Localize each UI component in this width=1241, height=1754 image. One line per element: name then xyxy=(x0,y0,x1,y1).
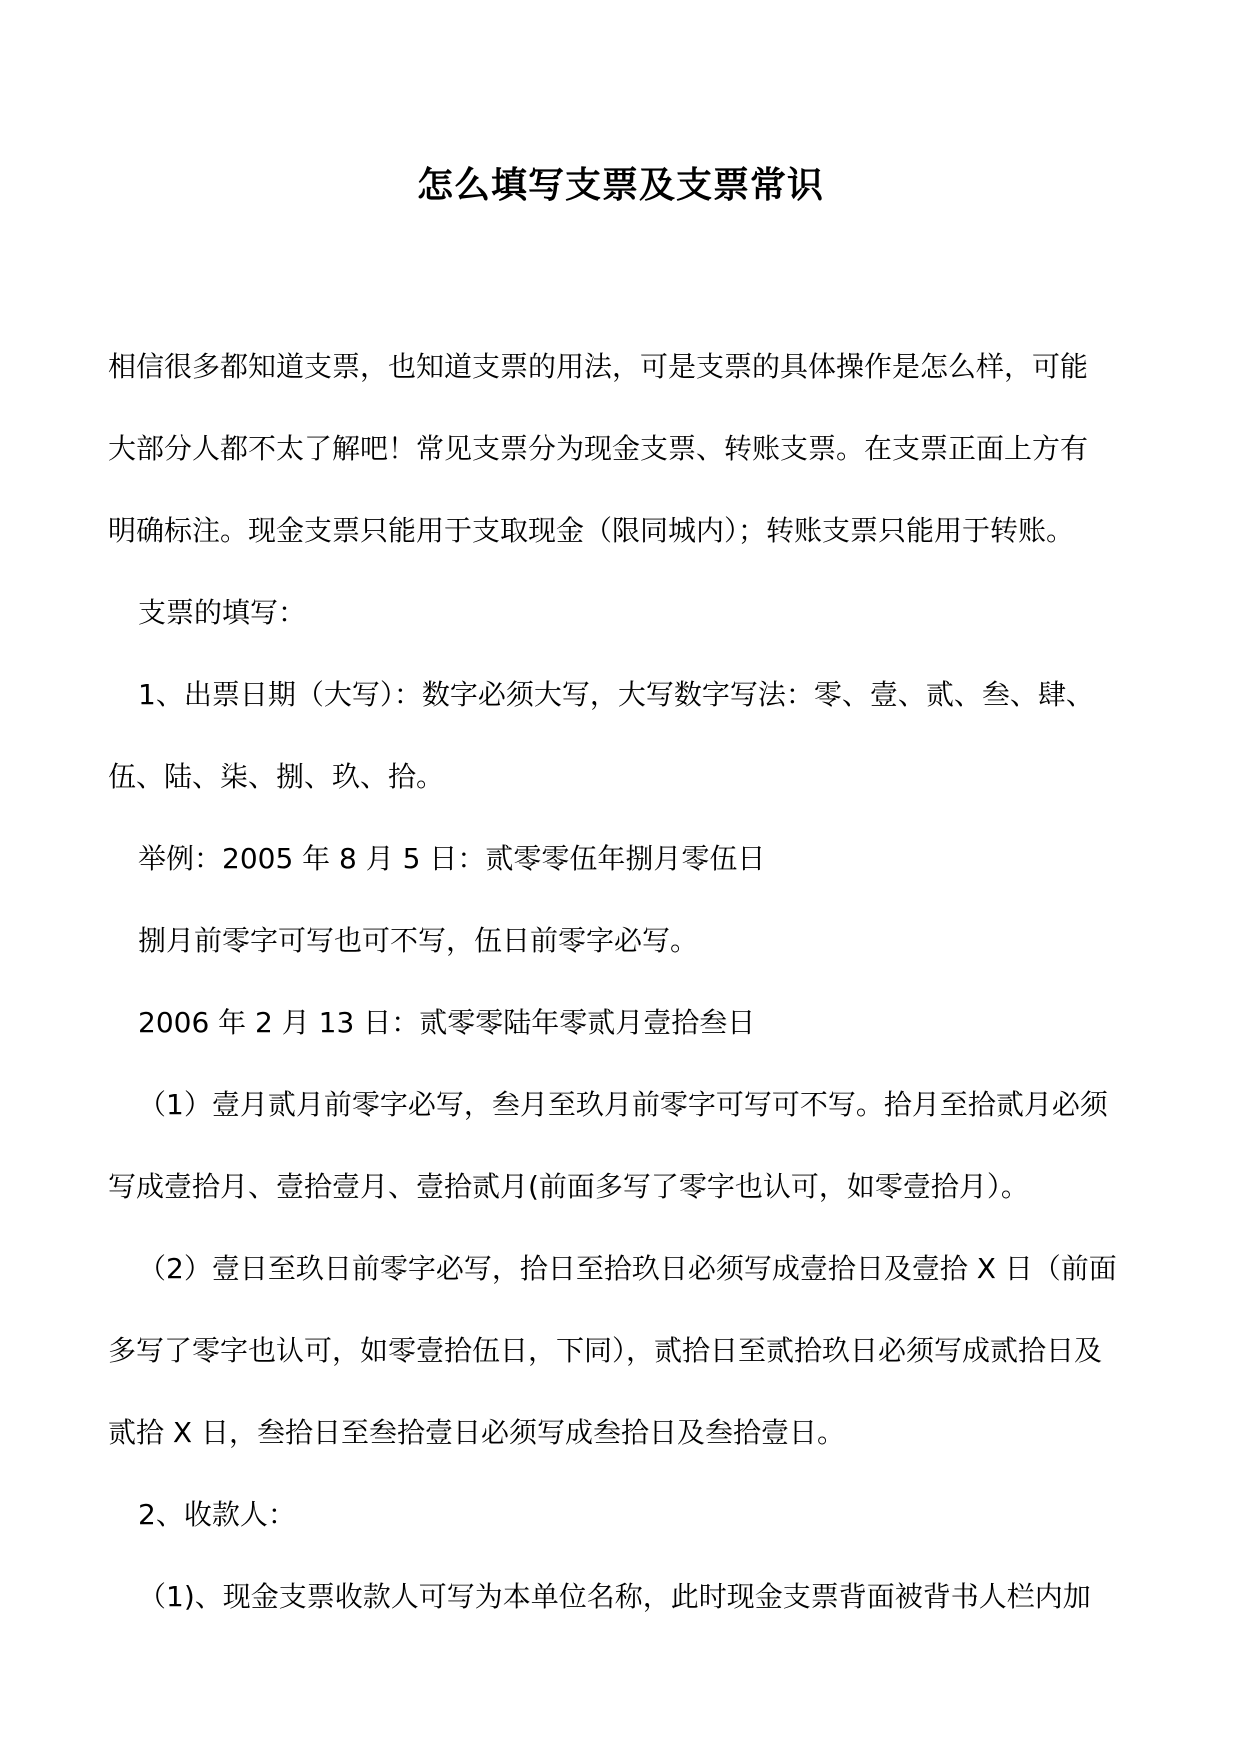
section-heading: 支票的填写： xyxy=(138,596,307,629)
paragraph-line: （1）壹月贰月前零字必写，叁月至玖月前零字可写可不写。拾月至拾贰月必须 xyxy=(138,1088,1108,1121)
document-title: 怎么填写支票及支票常识 xyxy=(416,164,824,206)
section-heading: 2、收款人： xyxy=(138,1498,296,1531)
paragraph-line: 2006 年 2 月 13 日：贰零零陆年零贰月壹拾叁日 xyxy=(138,1006,756,1039)
paragraph-line: （2）壹日至玖日前零字必写，拾日至拾玖日必须写成壹拾日及壹拾 X 日（前面 xyxy=(138,1252,1117,1285)
document-body xyxy=(108,326,1138,1638)
paragraph-line: 大部分人都不太了解吧！常见支票分为现金支票、转账支票。在支票正面上方有 xyxy=(108,432,1089,465)
paragraph-line: 贰拾 X 日，叁拾日至叁拾壹日必须写成叁拾日及叁拾壹日。 xyxy=(108,1416,845,1449)
paragraph-line: 明确标注。现金支票只能用于支取现金（限同城内）；转账支票只能用于转账。 xyxy=(108,514,1075,547)
paragraph-line: 举例：2005 年 8 月 5 日：贰零零伍年捌月零伍日 xyxy=(138,842,766,875)
paragraph-line: 写成壹拾月、壹拾壹月、壹拾贰月(前面多写了零字也认可，如零壹拾月）。 xyxy=(108,1170,1029,1203)
paragraph-line: 捌月前零字可写也可不写，伍日前零字必写。 xyxy=(138,924,699,957)
paragraph-line: 相信很多都知道支票，也知道支票的用法，可是支票的具体操作是怎么样，可能 xyxy=(108,350,1089,383)
paragraph-line: 1、出票日期（大写）：数字必须大写，大写数字写法：零、壹、贰、叁、肆、 xyxy=(138,678,1094,711)
paragraph-line: 伍、陆、柒、捌、玖、拾。 xyxy=(108,760,445,793)
paragraph-line: 多写了零字也认可，如零壹拾伍日，下同），贰拾日至贰拾玖日必须写成贰拾日及 xyxy=(108,1334,1103,1367)
paragraph-line: （1)、现金支票收款人可写为本单位名称，此时现金支票背面被背书人栏内加 xyxy=(138,1580,1091,1613)
